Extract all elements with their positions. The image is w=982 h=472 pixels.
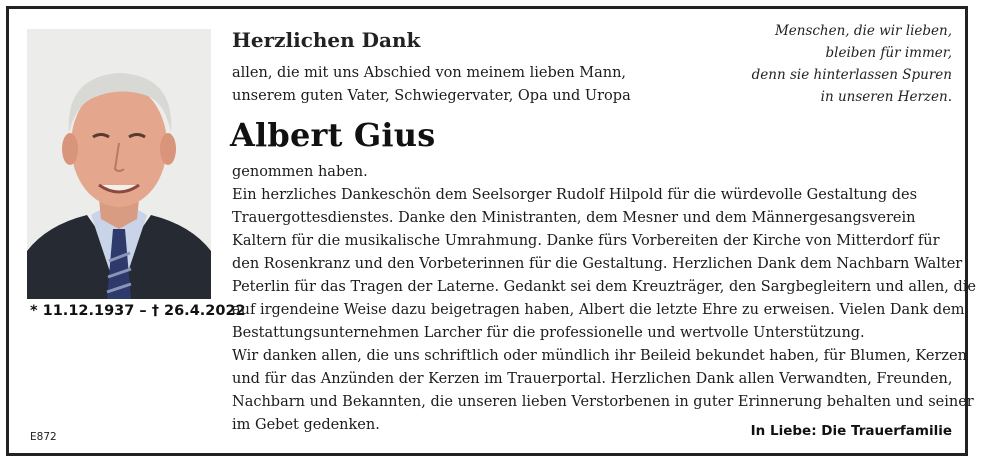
portrait-illustration	[27, 29, 211, 299]
body-line: genommen haben.	[232, 164, 368, 180]
body-line: Kaltern für die musikalische Umrahmung. Danke fürs Vorbereiten der Kirche von Mitterdorf für	[232, 233, 940, 249]
body-line: und für das Anzünden der Kerzen im Trauerportal. Herzlichen Dank allen Verwandten, Freunden,	[232, 371, 953, 387]
body-line: auf irgendeine Weise dazu beigetragen haben, Albert die letzte Ehre zu erweisen. Vielen Dank dem	[232, 302, 965, 318]
notice-heading: Herzlichen Dank	[232, 28, 421, 52]
quote-line: in unseren Herzen.	[820, 89, 952, 105]
notice-code: E872	[30, 431, 57, 443]
body-line: Bestattungsunternehmen Larcher für die professionelle und wertvolle Unterstützung.	[232, 325, 865, 341]
body-line: Ein herzliches Dankeschön dem Seelsorger Rudolf Hilpold für die würdevolle Gestaltung des	[232, 187, 918, 203]
body-line: Nachbarn und Bekannten, die unseren lieben Verstorbenen in guter Erinnerung behalten und seiner	[232, 394, 974, 410]
body-line: Trauergottesdienstes. Danke den Ministranten, dem Mesner und dem Männergesangsverein	[232, 210, 916, 226]
intro-text	[232, 62, 631, 108]
body-line: Wir danken allen, die uns schriftlich oder mündlich ihr Beileid bekundet haben, für Blumen, Kerzen	[232, 348, 967, 364]
quote-line: Menschen, die wir lieben,	[774, 23, 952, 39]
deceased-name: Albert Gius	[230, 116, 436, 154]
intro-line: allen, die mit uns Abschied von meinem lieben Mann,	[232, 65, 627, 81]
quote-line: denn sie hinterlassen Spuren	[751, 67, 952, 83]
family-signature: In Liebe: Die Trauerfamilie	[750, 423, 952, 439]
body-line: im Gebet gedenken.	[232, 417, 380, 433]
portrait-photo	[27, 29, 211, 299]
thanks-body	[232, 161, 976, 437]
intro-line: unserem guten Vater, Schwiegervater, Opa und Uropa	[232, 88, 631, 104]
body-line: Peterlin für das Tragen der Laterne. Gedankt sei dem Kreuzträger, den Sargbegleitern und allen, die	[232, 279, 976, 295]
life-dates: * 11.12.1937 – † 26.4.2022	[30, 303, 246, 319]
quote-line: bleiben für immer,	[825, 45, 952, 61]
body-line: den Rosenkranz und den Vorbeterinnen für die Gestaltung. Herzlichen Dank dem Nachbarn Walter	[232, 256, 963, 272]
memorial-quote	[752, 20, 952, 108]
